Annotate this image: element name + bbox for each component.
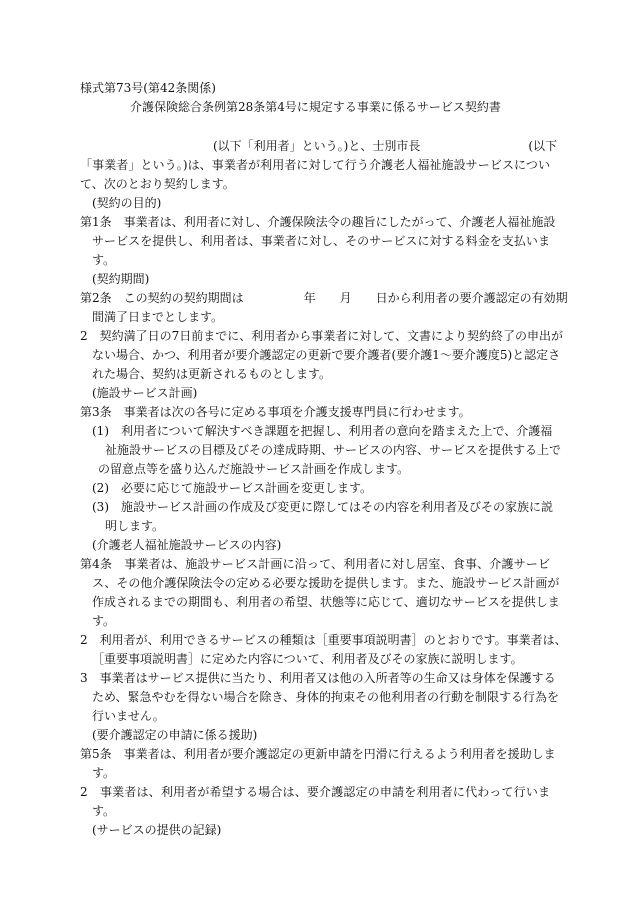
article-3-item-1-line-2: 祉施設サービスの目標及びその達成時期、サービスの内容、サービスを提供する上で (105, 443, 562, 457)
article-3-item-3-line-1: (3) 施設サービス計画の作成及び変更に際してはその内容を利用者及びその家族に説 (92, 500, 554, 514)
section-heading-4: (介護老人福祉施設サービスの内容) (92, 538, 282, 552)
article-5-line-4: す。 (92, 804, 116, 818)
article-3-item-2: (2) 必要に応じて施設サービス計画を変更します。 (92, 481, 373, 495)
article-4-line-9: 行いません。 (92, 709, 165, 723)
article-4-line-2: ス、その他介護保険法令の定める必要な援助を提供します。また、施設サービス計画が (92, 576, 560, 590)
form-number: 様式第73号(第42条関係) (80, 81, 216, 95)
article-5-line-1: 第5条 事業者は、利用者が要介護認定の更新申請を円滑に行えるよう利用者を援助しま (80, 747, 556, 761)
article-3-line-1: 第3条 事業者は次の各号に定める事項を介護支援専門員に行わせます。 (80, 405, 471, 419)
section-heading-6: (サービスの提供の記録) (92, 823, 222, 837)
article-2-line-4: ない場合、かつ、利用者が要介護認定の更新で要介護者(要介護1～要介護度5)と認定さ (92, 348, 561, 362)
article-4-line-7: 3 事業者はサービス提供に当たり、利用者又は他の入所者等の生命又は身体を保護する (80, 671, 556, 685)
intro-line-1: (以下「利用者」という。)と、士別市長 (以下 (213, 139, 558, 153)
article-1-line-1: 第1条 事業者は、利用者に対し、介護保険法令の趣旨にしたがって、介護老人福祉施設 (80, 215, 556, 229)
article-5-line-2: す。 (92, 766, 116, 780)
article-2-line-5: れた場合、契約は更新されるものとします。 (92, 367, 332, 381)
article-2-line-1: 第2条 この契約の契約期間は 年 月 日から利用者の要介護認定の有効期 (80, 291, 568, 305)
article-3-item-1-line-3: の留意点等を盛り込んだ施設サービス計画を作成します。 (98, 462, 410, 476)
article-4-line-3: 作成されるまでの期間も、利用者の希望、状態等に応じて、適切なサービスを提供しま (92, 595, 560, 609)
article-1-line-2: サービスを提供し、利用者は、事業者に対し、そのサービスに対する料金を支払いま (92, 234, 550, 248)
article-3-item-1-line-1: (1) 利用者について解決すべき課題を把握し、利用者の意向を踏まえた上で、介護福 (92, 424, 553, 438)
article-5-line-3: 2 事業者は、利用者が希望する場合は、要介護認定の申請を利用者に代わって行いま (80, 785, 550, 799)
intro-line-3: て、次のとおり契約します。 (80, 177, 235, 191)
article-4-line-8: ため、緊急やむを得ない場合を除き、身体的拘束その他利用者の行動を制限する行為を (92, 690, 560, 704)
document-title: 介護保険総合条例第28条第4号に規定する事業に係るサービス契約書 (130, 100, 501, 114)
section-heading-1: (契約の目的) (92, 196, 162, 210)
intro-line-2: 「事業者」という。)は、事業者が利用者に対して行う介護老人福祉施設サービスについ (80, 158, 550, 172)
article-2-line-2: 間満了日までとします。 (92, 310, 224, 324)
section-heading-2: (契約期間) (92, 272, 150, 286)
article-4-line-5: 2 利用者が、利用できるサービスの種類は［重要事項説明書］のとおりです。事業者は、 (80, 633, 567, 647)
article-4-line-4: す。 (92, 614, 116, 628)
article-3-item-3-line-2: 明します。 (105, 519, 165, 533)
article-4-line-1: 第4条 事業者は、施設サービス計画に沿って、利用者に対し居室、食事、介護サービ (80, 557, 550, 571)
section-heading-3: (施設サービス計画) (92, 386, 198, 400)
article-2-line-3: 2 契約満了日の7日前までに、利用者から事業者に対して、文書により契約終了の申出が (80, 329, 564, 343)
article-4-line-6: ［重要事項説明書］に定めた内容について、利用者及びその家族に説明します。 (92, 652, 523, 666)
section-heading-5: (要介護認定の申請に係る援助) (92, 728, 258, 742)
article-1-line-3: す。 (92, 253, 116, 267)
